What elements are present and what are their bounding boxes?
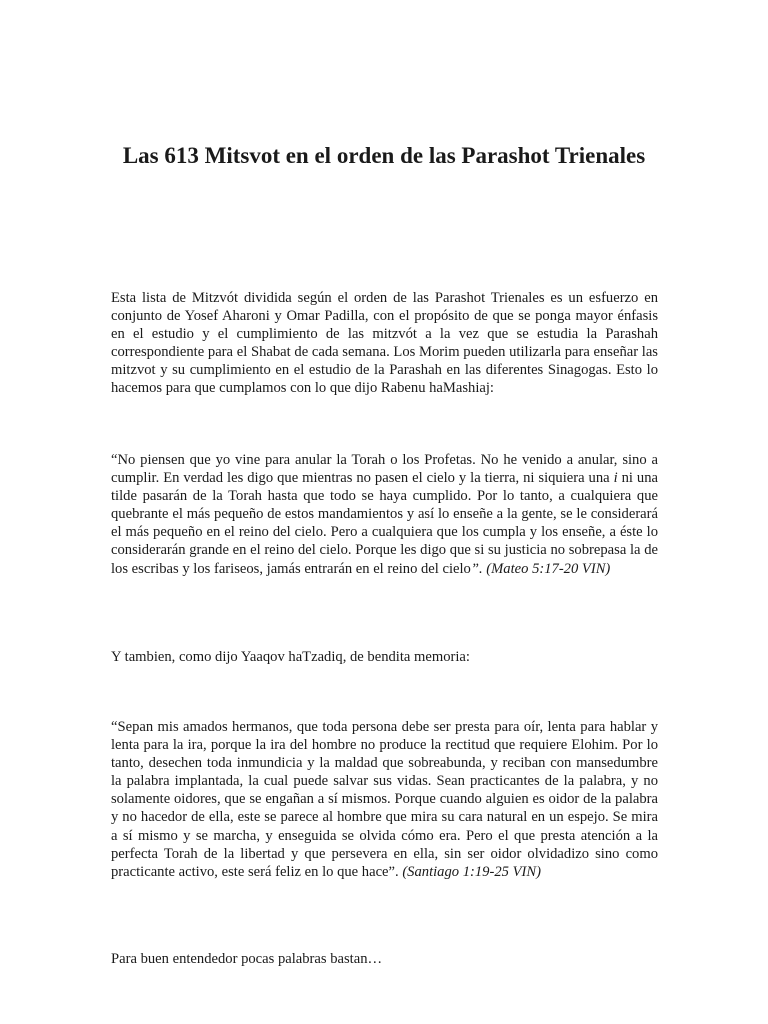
quote-mateo-paragraph	[111, 451, 658, 578]
quote-santiago-citation: (Santiago 1:19-25 VIN)	[402, 863, 541, 880]
quote-mateo-citation: ”. (Mateo 5:17-20 VIN)	[470, 560, 611, 577]
closing-line: Para buen entendedor pocas palabras bastan…	[111, 951, 383, 967]
quote-mateo-text-a: “No piensen que yo vine para anular la Torah o los Profetas. No he venido a anular, sino a cumplir. En verdad les digo que mientras no pasen el cielo y la tierra, ni siquiera una	[111, 452, 658, 487]
document-title: Las 613 Mitsvot en el orden de las Parashot Trienales	[122, 143, 646, 168]
intro-paragraph: Esta lista de Mitzvót dividida según el orden de las Parashot Trienales es un esfuerzo en conjunto de Yosef Aharoni y Omar Padilla, con el propósito de que se ponga mayor énfasis en el estudio y el cumplimiento de las mitzvót a la vez que se estudia la Parashah correspondiente para el Shabat de cada semana. Los Morim pueden utilizarla para enseñar las mitzvot y su cumplimiento en el estudio de la Parashah en las diferentes Sinagogas. Esto lo hacemos para que cumplamos con lo que dijo Rabenu haMashiaj:	[111, 290, 658, 397]
quote-mateo-text-b: ni una tilde pasarán de la Torah hasta que todo se haya cumplido. Por lo tanto, a cualquiera que quebrante el más pequeño de estos mandamientos y así lo enseñe a la gente, se le considerará el más pequeño en el reino del cielo. Pero a cualquiera que los cumpla y los enseñe, a éste lo considerarán grande en el reino del cielo. Porque les digo que si su justicia no sobrepasa la de los escribas y los fariseos, jamás entrarán en el reino del cielo	[111, 470, 658, 577]
transition-paragraph: Y tambien, como dijo Yaaqov haTzadiq, de bendita memoria:	[111, 649, 470, 665]
quote-santiago-paragraph	[111, 718, 658, 881]
quote-mateo-emphasis: i	[613, 470, 618, 487]
quote-santiago-text: “Sepan mis amados hermanos, que toda persona debe ser presta para oír, lenta para hablar y lenta para la ira, porque la ira del hombre no produce la rectitud que requiere Elohim. Por lo tanto, desechen toda inmundicia y la maldad que sobreabunda, y reciban con mansedumbre la palabra implantada, la cual puede salvar sus vidas. Sean practicantes de la palabra, y no solamente oidores, que se engañan a sí mismos. Porque cuando alguien es oidor de la palabra y no hacedor de ella, este se parece al hombre que mira su cara natural en un espejo. Se mira a sí mismo y se marcha, y enseguida se olvida cómo era. Pero el que presta atención a la perfecta Torah de la libertad y que persevera en ella, sin ser oidor olvidadizo sino como practicante activo, este será feliz en lo que hace”.	[111, 719, 658, 880]
